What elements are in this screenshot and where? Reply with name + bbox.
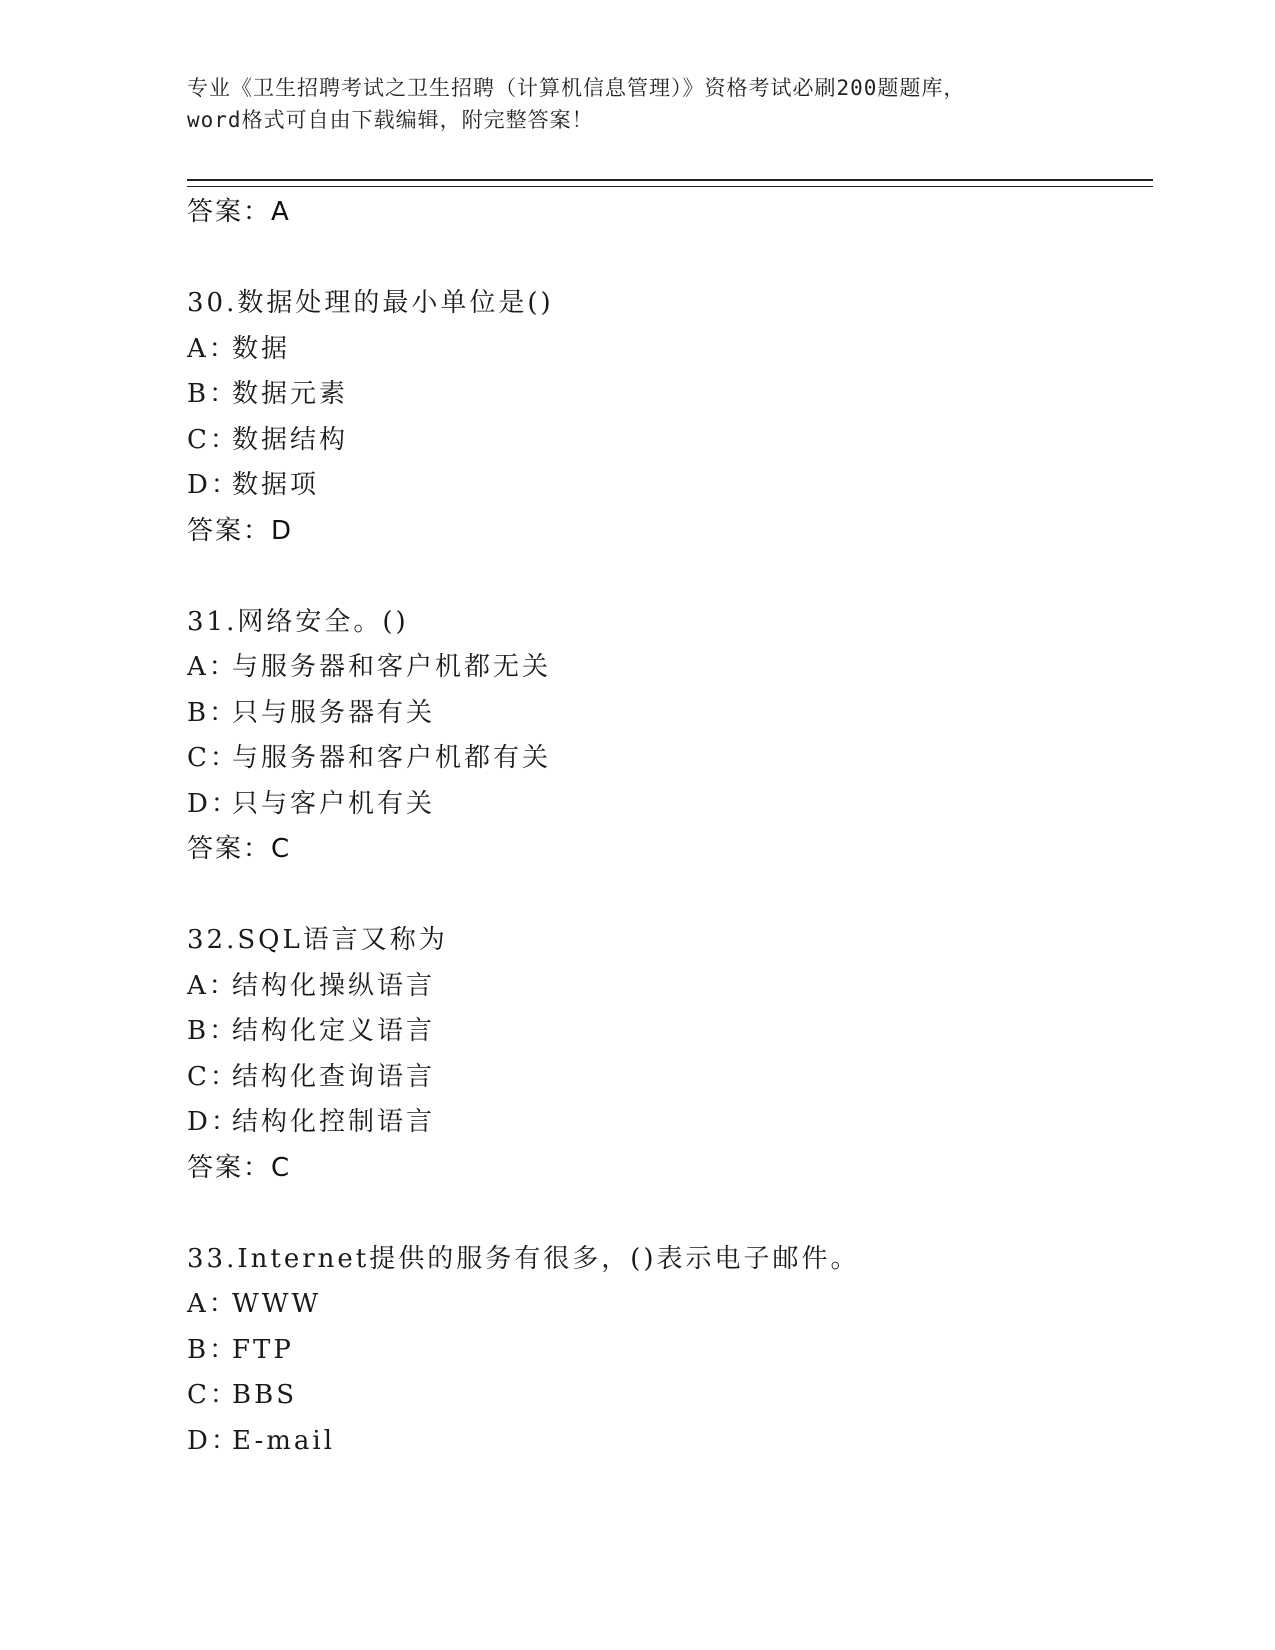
option-letter: B： — [187, 697, 239, 728]
option-letter: B： — [187, 1334, 239, 1365]
option-text: 数据元素 — [232, 379, 349, 409]
option-letter: C： — [187, 424, 239, 455]
option-d — [187, 463, 1147, 509]
answer-line: 答案：C — [187, 834, 292, 864]
option-d — [187, 1100, 1147, 1146]
option-text: 数据结构 — [232, 424, 349, 455]
answer-line: 答案：A — [187, 197, 291, 227]
option-text: 只与客户机有关 — [232, 788, 436, 819]
option-text: FTP — [232, 1334, 294, 1365]
option-letter: C： — [187, 1380, 239, 1410]
option-letter: D： — [187, 470, 240, 500]
question-block — [187, 918, 1147, 1190]
option-b — [187, 1328, 1147, 1374]
option-d — [187, 1419, 1147, 1465]
option-c — [187, 1055, 1147, 1101]
option-letter: D： — [187, 1107, 240, 1137]
option-text: 数据项 — [232, 470, 320, 500]
option-c — [187, 418, 1147, 464]
page-header — [187, 72, 1087, 136]
option-text: 结构化控制语言 — [232, 1107, 436, 1137]
option-letter: A： — [187, 333, 238, 364]
option-letter: A： — [187, 970, 238, 1001]
option-letter: A： — [187, 1289, 238, 1319]
option-c — [187, 1373, 1147, 1419]
option-letter: D： — [187, 1425, 240, 1456]
option-text: 结构化操纵语言 — [232, 970, 436, 1001]
option-b — [187, 691, 1147, 737]
question-stem: 30.数据处理的最小单位是() — [187, 288, 554, 318]
header-line-2: word格式可自由下载编辑，附完整答案！ — [187, 108, 594, 132]
option-d — [187, 782, 1147, 828]
question-list — [187, 190, 1147, 1464]
header-divider — [187, 179, 1153, 187]
option-text: 与服务器和客户机都无关 — [232, 652, 552, 682]
option-a — [187, 964, 1147, 1010]
option-text: 结构化查询语言 — [232, 1061, 436, 1092]
option-a — [187, 1282, 1147, 1328]
option-text: BBS — [232, 1380, 298, 1410]
option-text: 与服务器和客户机都有关 — [232, 743, 552, 773]
question-block — [187, 281, 1147, 553]
option-letter: C： — [187, 743, 239, 773]
option-letter: C： — [187, 1061, 239, 1092]
option-text: WWW — [232, 1289, 322, 1319]
question-stem: 32.SQL语言又称为 — [187, 925, 448, 955]
option-a — [187, 327, 1147, 373]
option-a — [187, 645, 1147, 691]
option-letter: B： — [187, 1016, 239, 1046]
option-letter: A： — [187, 652, 238, 682]
option-text: 只与服务器有关 — [232, 697, 436, 728]
option-letter: D： — [187, 788, 240, 819]
option-text: E-mail — [232, 1425, 336, 1456]
option-b — [187, 372, 1147, 418]
option-c — [187, 736, 1147, 782]
option-b — [187, 1009, 1147, 1055]
question-stem: 33.Internet提供的服务有很多，()表示电子邮件。 — [187, 1243, 860, 1274]
answer-line: 答案：C — [187, 1152, 292, 1183]
header-line-1: 专业《卫生招聘考试之卫生招聘（计算机信息管理）》资格考试必刷200题题库， — [187, 76, 966, 100]
answer-line: 答案：D — [187, 515, 294, 546]
option-text: 结构化定义语言 — [232, 1016, 436, 1046]
question-block — [187, 600, 1147, 872]
question-block — [187, 1237, 1147, 1465]
question-stem: 31.网络安全。() — [187, 606, 409, 637]
option-text: 数据 — [232, 333, 291, 364]
option-letter: B： — [187, 379, 239, 409]
